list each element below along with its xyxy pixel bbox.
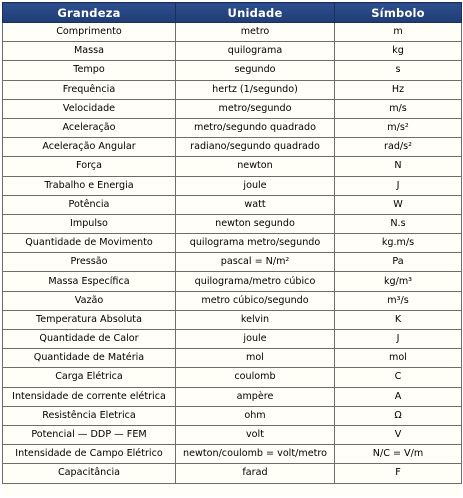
cell-grandeza: Vazão [3,291,176,310]
cell-simbolo: s [335,61,462,80]
cell-unidade: segundo [176,61,335,80]
cell-simbolo: rad/s² [335,138,462,157]
cell-unidade: quilograma metro/segundo [176,234,335,253]
cell-simbolo: m/s² [335,118,462,137]
cell-grandeza: Massa Específica [3,272,176,291]
cell-unidade: metro [176,23,335,42]
cell-grandeza: Velocidade [3,99,176,118]
cell-unidade: metro/segundo quadrado [176,118,335,137]
cell-grandeza: Tempo [3,61,176,80]
si-units-table [2,2,462,484]
cell-grandeza: Intensidade de Campo Elétrico [3,445,176,464]
cell-simbolo: Ω [335,406,462,425]
cell-unidade: metro cúbico/segundo [176,291,335,310]
cell-unidade: quilograma [176,42,335,61]
cell-grandeza: Pressão [3,253,176,272]
cell-simbolo: J [335,330,462,349]
cell-simbolo: C [335,368,462,387]
cell-grandeza: Quantidade de Matéria [3,349,176,368]
cell-unidade: watt [176,195,335,214]
cell-grandeza: Potência [3,195,176,214]
cell-grandeza: Resistência Eletrica [3,406,176,425]
table-row [3,349,462,368]
table-row [3,42,462,61]
cell-simbolo: kg [335,42,462,61]
cell-unidade: newton segundo [176,214,335,233]
header-unidade: Unidade [176,3,335,23]
cell-unidade: ampère [176,387,335,406]
table-row [3,272,462,291]
cell-unidade: metro/segundo [176,99,335,118]
cell-grandeza: Temperatura Absoluta [3,310,176,329]
cell-simbolo: W [335,195,462,214]
table-row [3,310,462,329]
cell-simbolo: m [335,23,462,42]
table-row [3,445,462,464]
cell-simbolo: F [335,464,462,483]
cell-unidade: coulomb [176,368,335,387]
cell-grandeza: Massa [3,42,176,61]
table-row [3,99,462,118]
units-table-sheet [2,2,461,496]
cell-simbolo: V [335,425,462,444]
cell-unidade: farad [176,464,335,483]
cell-grandeza: Impulso [3,214,176,233]
cell-grandeza: Quantidade de Calor [3,330,176,349]
cell-grandeza: Intensidade de corrente elétrica [3,387,176,406]
cell-grandeza: Comprimento [3,23,176,42]
cell-simbolo: N [335,157,462,176]
table-row [3,464,462,483]
cell-grandeza: Carga Elétrica [3,368,176,387]
cell-simbolo: N.s [335,214,462,233]
cell-simbolo: Pa [335,253,462,272]
cell-grandeza: Aceleração [3,118,176,137]
cell-grandeza: Aceleração Angular [3,138,176,157]
table-header-row [3,3,462,23]
cell-unidade: quilograma/metro cúbico [176,272,335,291]
table-row [3,195,462,214]
table-row [3,234,462,253]
cell-simbolo: K [335,310,462,329]
table-body [3,23,462,484]
cell-unidade: hertz (1/segundo) [176,80,335,99]
cell-simbolo: N/C = V/m [335,445,462,464]
cell-simbolo: m/s [335,99,462,118]
cell-unidade: joule [176,330,335,349]
cell-grandeza: Frequência [3,80,176,99]
table-row [3,80,462,99]
cell-simbolo: kg.m/s [335,234,462,253]
table-row [3,138,462,157]
cell-grandeza: Força [3,157,176,176]
header-simbolo: Símbolo [335,3,462,23]
table-row [3,330,462,349]
table-row [3,253,462,272]
cell-simbolo: m³/s [335,291,462,310]
cell-simbolo: kg/m³ [335,272,462,291]
cell-unidade: newton/coulomb = volt/metro [176,445,335,464]
table-row [3,176,462,195]
cell-unidade: pascal = N/m² [176,253,335,272]
table-row [3,23,462,42]
cell-unidade: kelvin [176,310,335,329]
table-row [3,214,462,233]
cell-simbolo: Hz [335,80,462,99]
cell-simbolo: A [335,387,462,406]
cell-unidade: radiano/segundo quadrado [176,138,335,157]
table-row [3,387,462,406]
header-grandeza: Grandeza [3,3,176,23]
cell-simbolo: J [335,176,462,195]
table-row [3,118,462,137]
cell-grandeza: Potencial — DDP — FEM [3,425,176,444]
table-row [3,61,462,80]
cell-unidade: newton [176,157,335,176]
cell-grandeza: Capacitância [3,464,176,483]
table-row [3,425,462,444]
cell-unidade: joule [176,176,335,195]
cell-simbolo: mol [335,349,462,368]
table-row [3,368,462,387]
cell-grandeza: Quantidade de Movimento [3,234,176,253]
table-row [3,157,462,176]
cell-grandeza: Trabalho e Energia [3,176,176,195]
cell-unidade: ohm [176,406,335,425]
cell-unidade: volt [176,425,335,444]
table-row [3,291,462,310]
cell-unidade: mol [176,349,335,368]
table-row [3,406,462,425]
